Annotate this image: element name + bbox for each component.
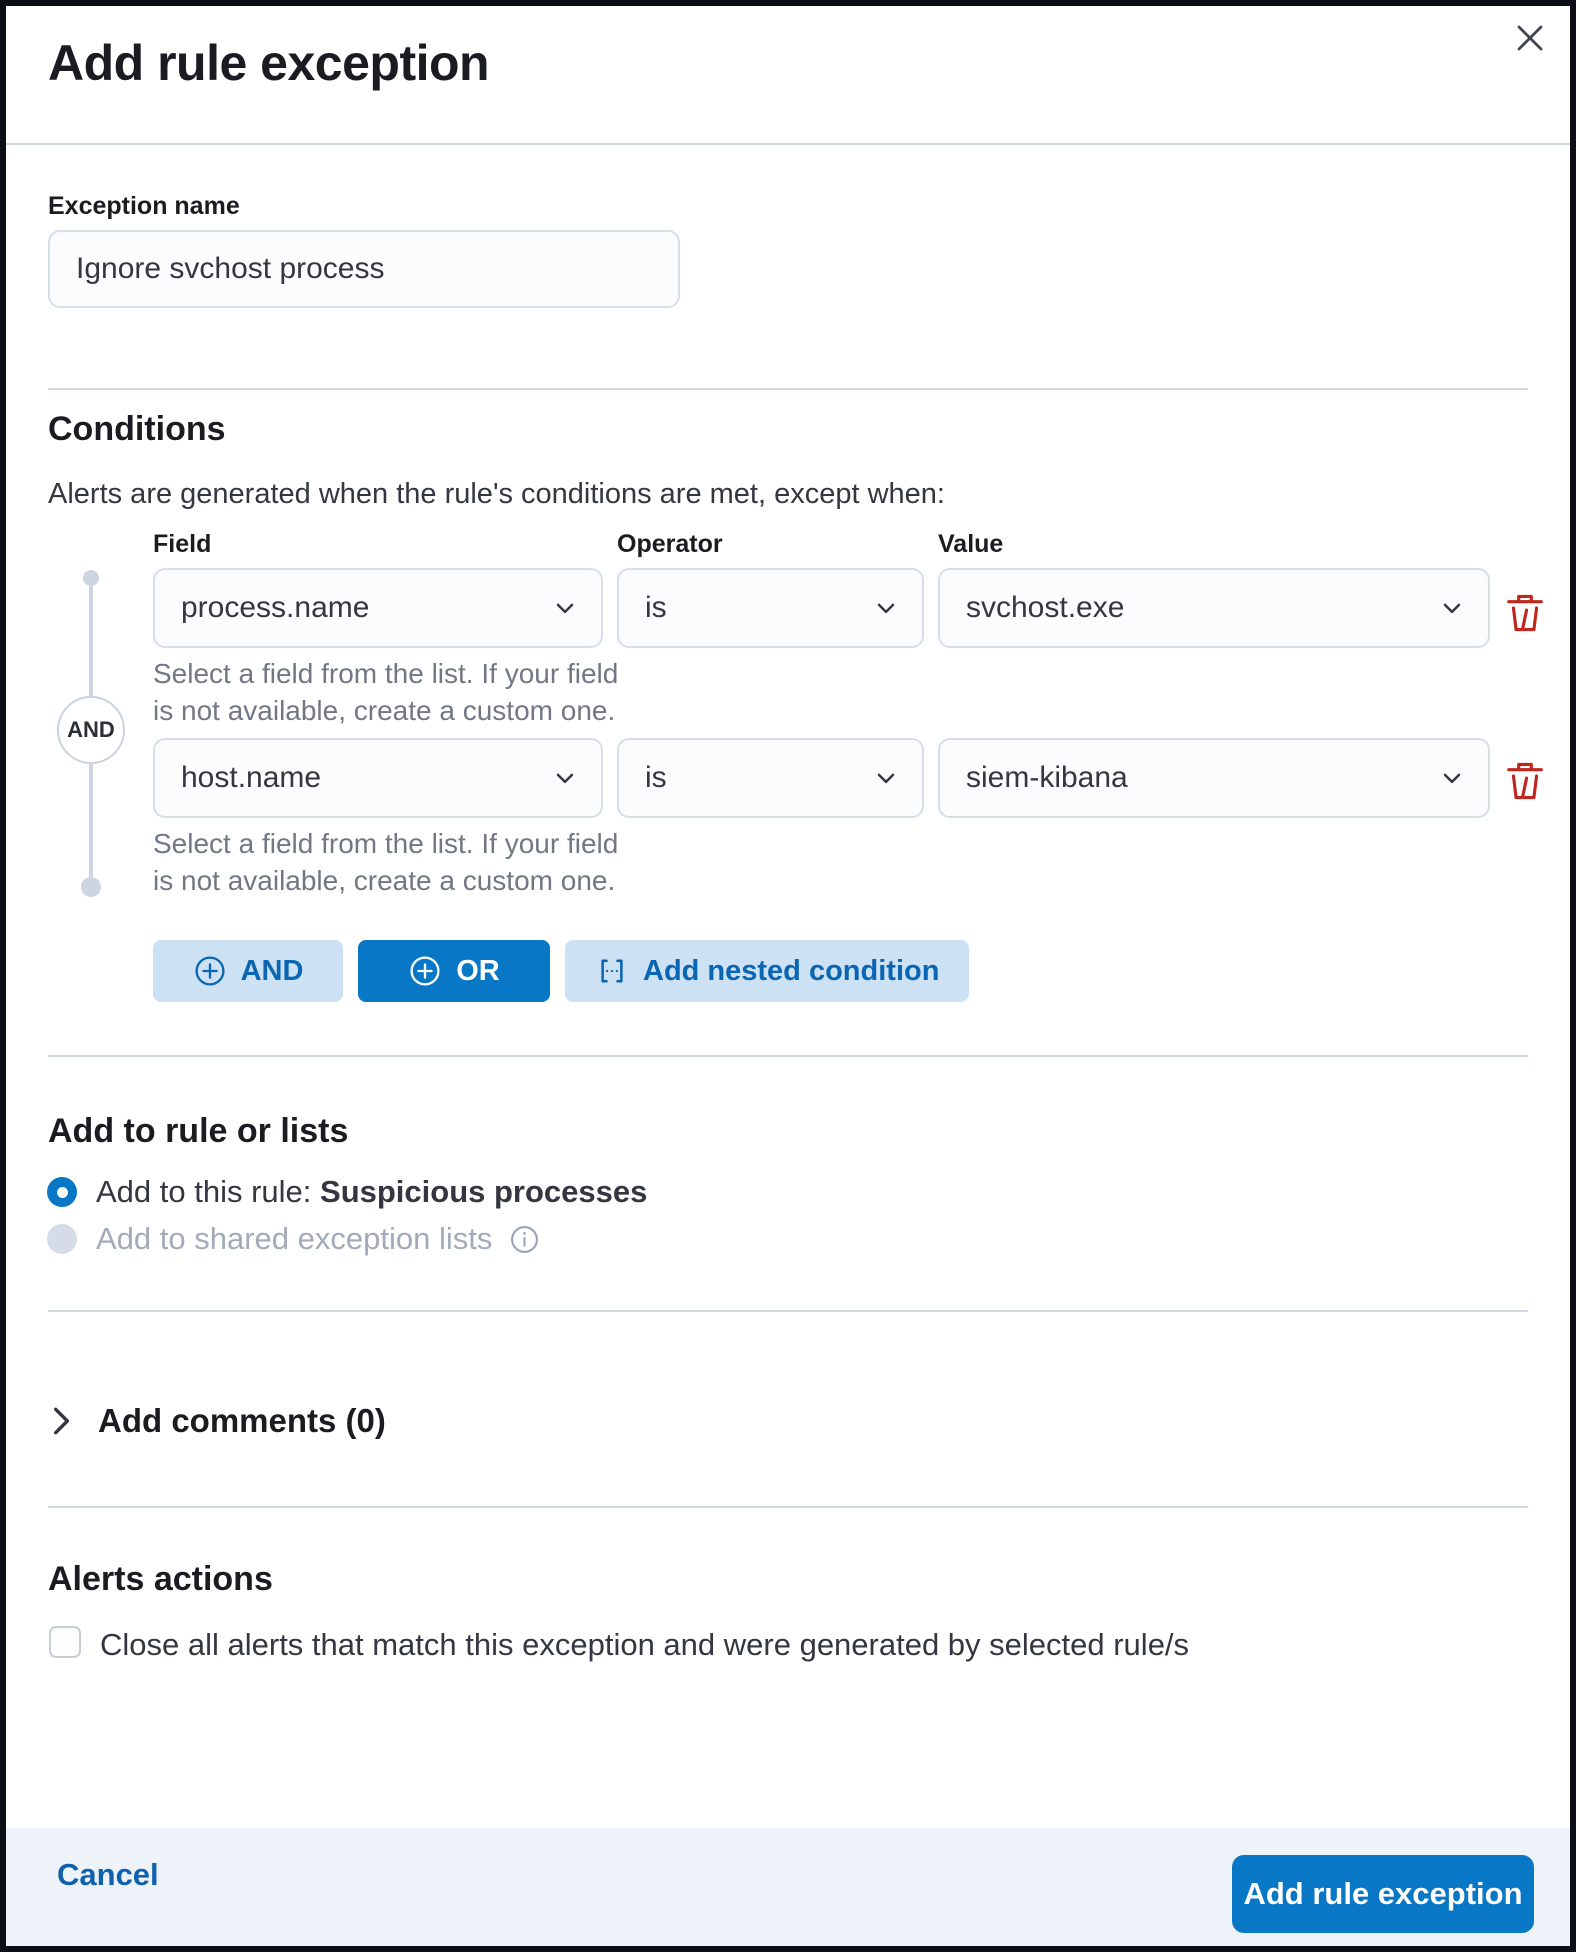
and-connector-badge: AND xyxy=(57,696,125,764)
value-select-row2-value: siem-kibana xyxy=(966,761,1128,794)
radio-selected-icon[interactable] xyxy=(47,1177,77,1207)
cancel-button[interactable]: Cancel xyxy=(57,1857,159,1892)
section-divider xyxy=(48,1055,1528,1057)
conditions-description: Alerts are generated when the rule's conditions are met, except when: xyxy=(48,478,945,510)
section-divider xyxy=(48,1506,1528,1508)
radio-disabled-icon[interactable] xyxy=(47,1224,77,1254)
alerts-actions-heading: Alerts actions xyxy=(48,1560,273,1598)
add-and-condition-button[interactable] xyxy=(153,940,343,1002)
add-comments-label: Add comments (0) xyxy=(98,1402,386,1439)
exception-name-label: Exception name xyxy=(48,192,240,220)
delete-condition-row2-button[interactable] xyxy=(1504,758,1546,804)
add-to-heading: Add to rule or lists xyxy=(48,1112,349,1150)
connector-bottom-dot xyxy=(81,877,101,897)
delete-condition-row1-button[interactable] xyxy=(1504,590,1546,636)
chevron-down-icon xyxy=(872,764,900,792)
info-icon xyxy=(509,1224,540,1255)
add-or-condition-button[interactable] xyxy=(358,940,550,1002)
close-icon xyxy=(1510,18,1550,58)
condition-buttons xyxy=(153,940,969,1002)
chevron-down-icon xyxy=(1438,594,1466,622)
and-button-label: AND xyxy=(240,954,304,987)
add-to-shared-lists-option[interactable] xyxy=(47,1221,540,1257)
add-to-rule-prefix: Add to this rule: xyxy=(96,1174,321,1209)
nested-button-label: Add nested condition xyxy=(643,954,940,987)
rule-name: Suspicious processes xyxy=(320,1174,648,1209)
section-divider xyxy=(48,388,1528,390)
operator-select-row1[interactable] xyxy=(617,568,924,648)
value-select-row1-value: svchost.exe xyxy=(966,591,1125,624)
field-select-row2-value: host.name xyxy=(181,761,322,794)
trash-icon xyxy=(1504,590,1546,636)
modal-footer xyxy=(6,1828,1570,1946)
connector-top-dot xyxy=(83,570,99,586)
field-helper-text-row2: Select a field from the list. If your field is not available, create a custom one. xyxy=(153,828,619,896)
shared-lists-label: Add to shared exception lists xyxy=(96,1221,493,1256)
add-to-rule-option[interactable] xyxy=(47,1174,647,1210)
operator-column-label: Operator xyxy=(617,530,723,558)
value-column-label: Value xyxy=(938,530,1004,558)
value-select-row2[interactable] xyxy=(938,738,1490,818)
operator-select-row2[interactable] xyxy=(617,738,924,818)
exception-name-value: Ignore svchost process xyxy=(76,252,385,285)
close-alerts-checkbox[interactable] xyxy=(49,1626,81,1658)
value-select-row1[interactable] xyxy=(938,568,1490,648)
page-title: Add rule exception xyxy=(48,35,490,91)
add-nested-condition-button[interactable] xyxy=(565,940,969,1002)
field-select-row2[interactable] xyxy=(153,738,603,818)
add-to-rule-label xyxy=(96,1174,647,1210)
chevron-down-icon xyxy=(1438,764,1466,792)
chevron-right-icon xyxy=(48,1404,74,1438)
field-select-row1[interactable] xyxy=(153,568,603,648)
close-alerts-checkbox-label: Close all alerts that match this exception and were generated by selected rule/s xyxy=(100,1627,1190,1662)
chevron-down-icon xyxy=(872,594,900,622)
header-divider xyxy=(6,143,1570,145)
nested-condition-icon xyxy=(595,954,629,988)
or-button-label: OR xyxy=(456,954,500,987)
trash-icon xyxy=(1504,758,1546,804)
field-helper-text-row1: Select a field from the list. If your field is not available, create a custom one. xyxy=(153,658,619,726)
chevron-down-icon xyxy=(551,764,579,792)
add-comments-toggle[interactable] xyxy=(48,1402,386,1440)
section-divider xyxy=(48,1310,1528,1312)
plus-circle-icon xyxy=(193,954,227,988)
plus-circle-icon xyxy=(408,954,442,988)
add-rule-exception-button[interactable]: Add rule exception xyxy=(1232,1855,1534,1933)
exception-name-input[interactable] xyxy=(48,230,680,308)
operator-select-row2-value: is xyxy=(645,761,667,794)
operator-select-row1-value: is xyxy=(645,591,667,624)
conditions-heading: Conditions xyxy=(48,410,226,448)
field-select-row1-value: process.name xyxy=(181,591,370,624)
chevron-down-icon xyxy=(551,594,579,622)
close-button[interactable] xyxy=(1506,14,1554,62)
field-column-label: Field xyxy=(153,530,212,558)
